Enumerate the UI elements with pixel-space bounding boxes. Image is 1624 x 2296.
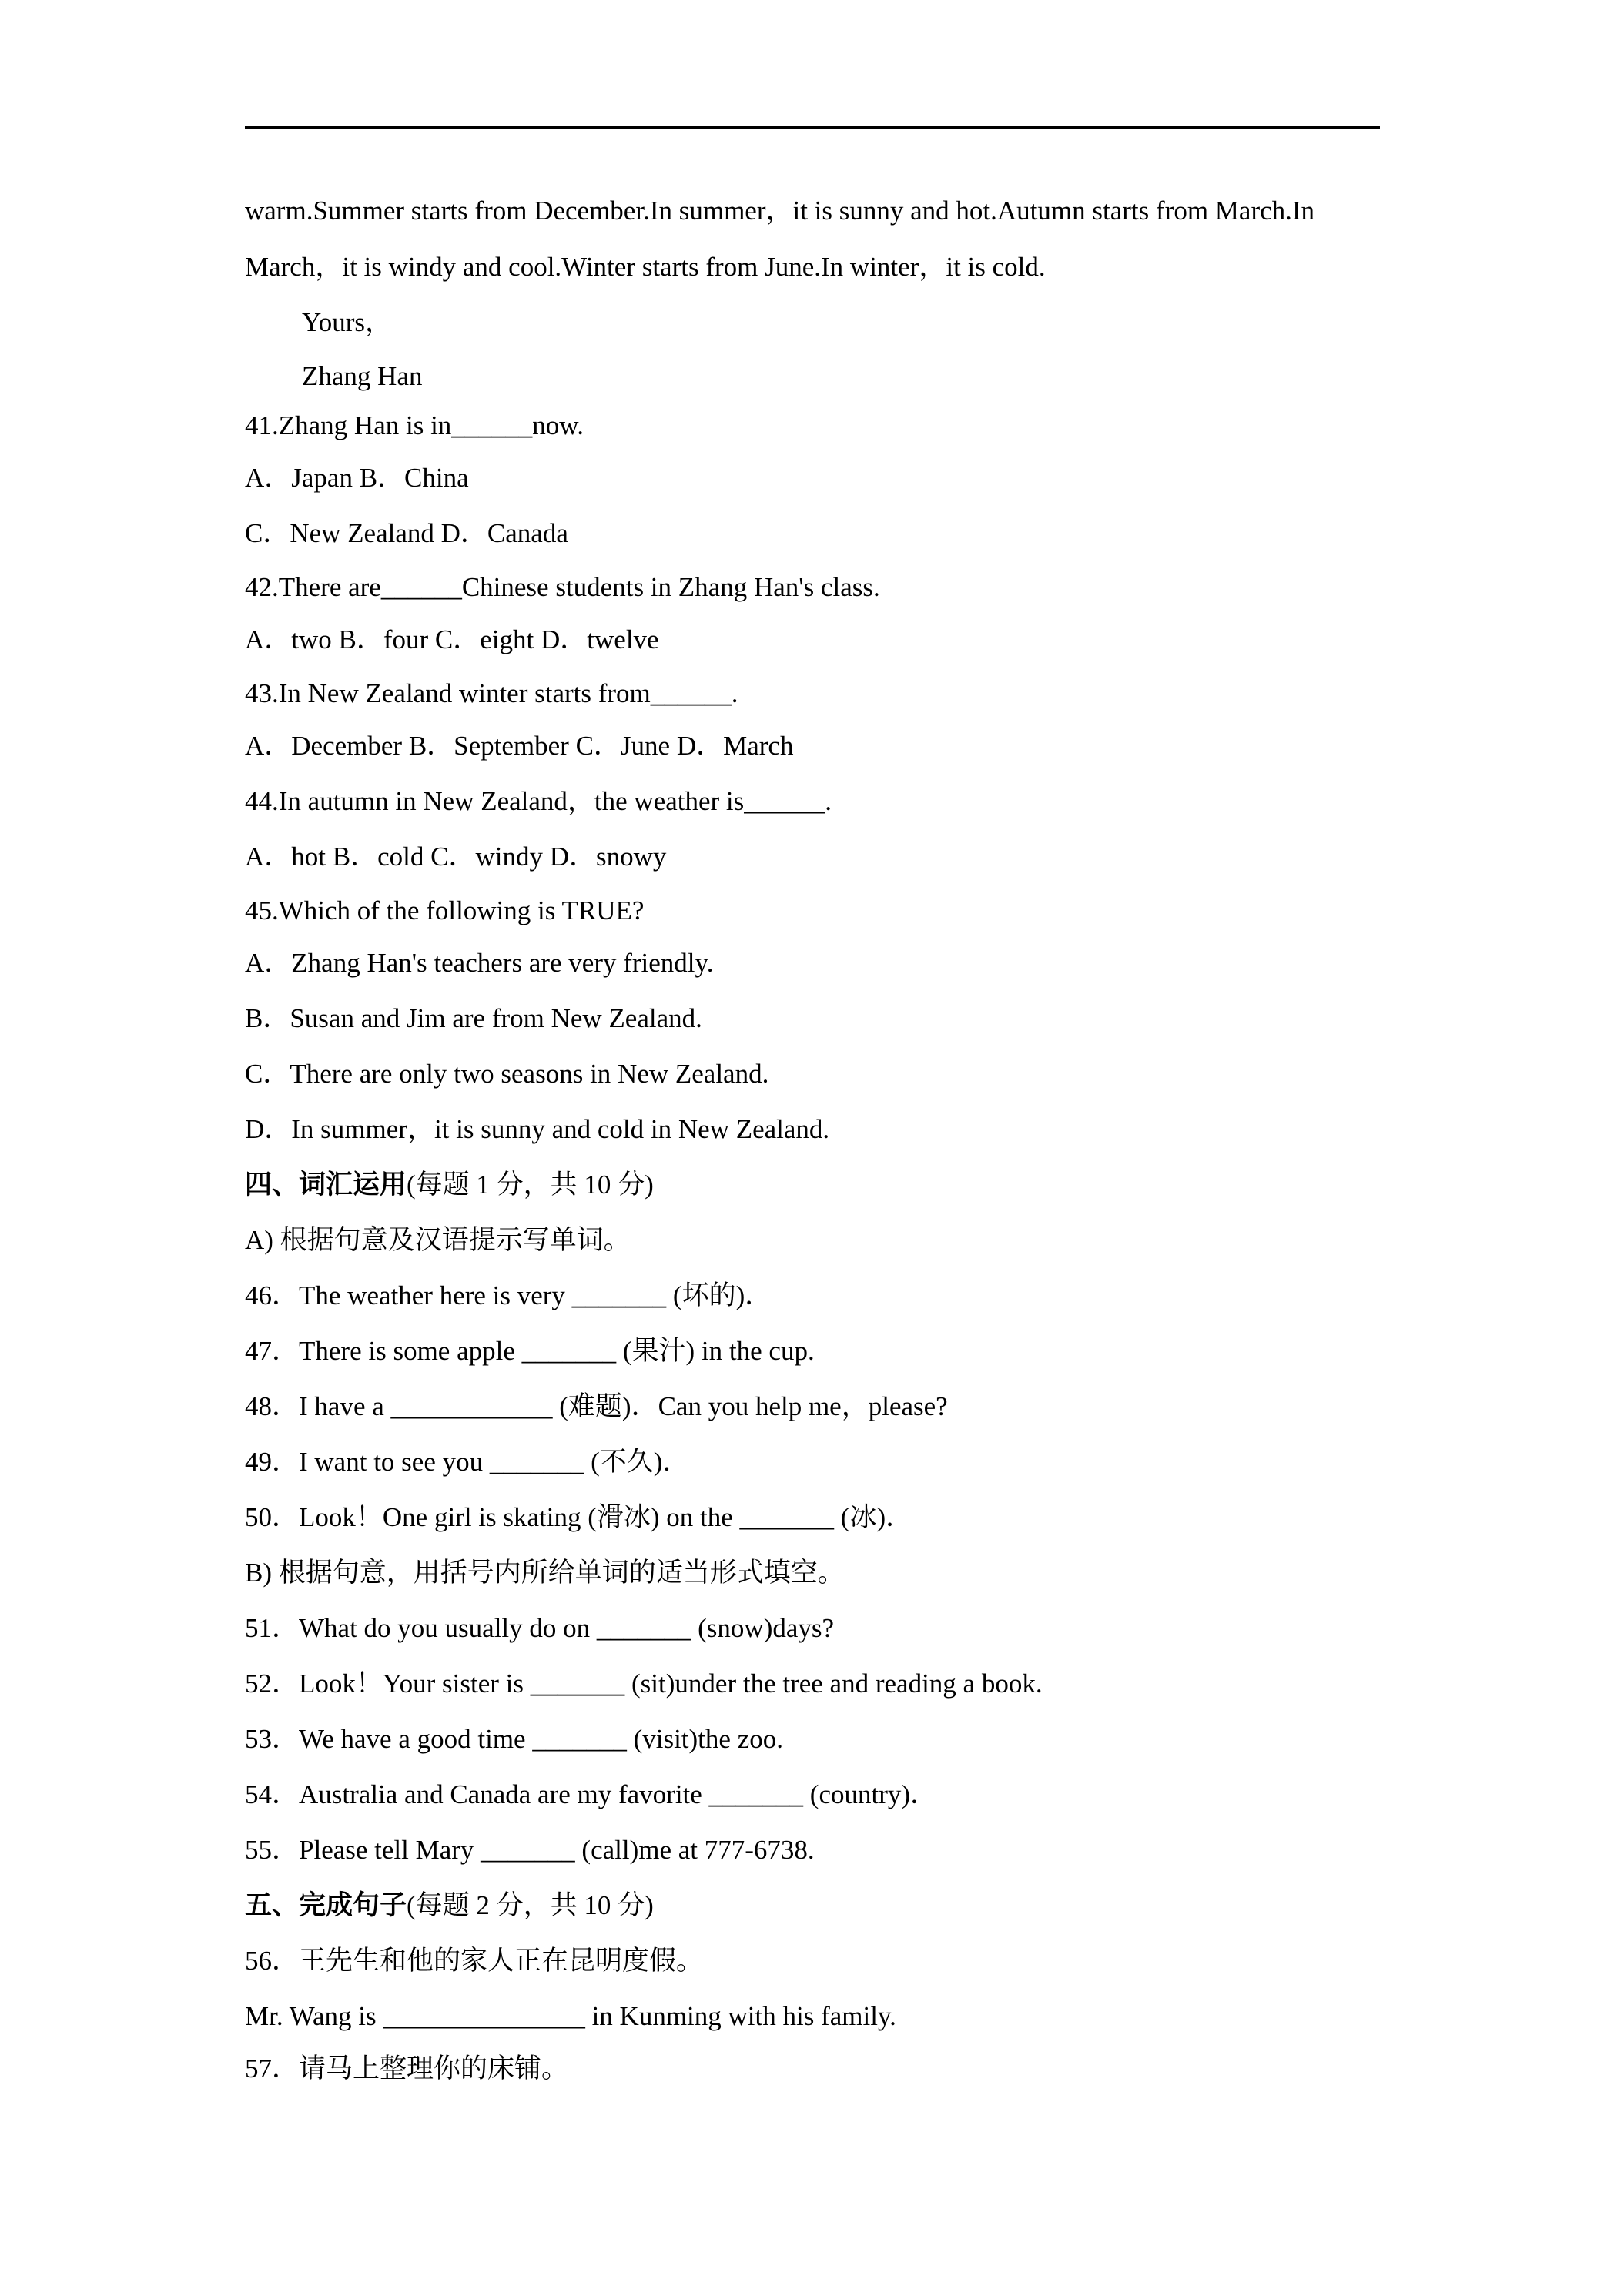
fill-blank-item: 50．Look！One girl is skating (滑冰) on the _______ (冰)． bbox=[245, 1502, 913, 1532]
fill-blank-item: 46．The weather here is very _______ (坏的)． bbox=[245, 1280, 772, 1310]
question-stem: 43.In New Zealand winter starts from______. bbox=[245, 678, 738, 708]
section-heading-score: (每题 2 分，共 10 分) bbox=[407, 1890, 654, 1920]
section-heading bbox=[245, 1887, 1385, 1924]
passage-line: March，it is windy and cool.Winter starts from June.In winter，it is cold. bbox=[245, 252, 1046, 282]
fill-blank-item: 55．Please tell Mary _______ (call)me at 777-6738. bbox=[245, 1835, 815, 1865]
header-rule bbox=[245, 126, 1380, 129]
fill-blank-item: 53．We have a good time _______ (visit)the zoo. bbox=[245, 1724, 783, 1754]
question-stem: 42.There are______Chinese students in Zhang Han's class. bbox=[245, 572, 880, 602]
section-heading-title: 五、完成句子 bbox=[245, 1890, 407, 1920]
section-instruction: B) 根据句意，用括号内所给单词的适当形式填空。 bbox=[245, 1558, 845, 1588]
section-heading-score: (每题 1 分，共 10 分) bbox=[407, 1170, 654, 1200]
translation-item: 57．请马上整理你的床铺。 bbox=[245, 2053, 569, 2083]
question-options: A．Zhang Han's teachers are very friendly. bbox=[245, 948, 714, 978]
fill-blank-item: 54．Australia and Canada are my favorite _______ (country)． bbox=[245, 1779, 938, 1809]
fill-blank-item: 51．What do you usually do on _______ (snow)days? bbox=[245, 1613, 835, 1643]
page-content bbox=[245, 192, 1385, 2087]
translation-item: 56．王先生和他的家人正在昆明度假。 bbox=[245, 1946, 704, 1976]
section-heading bbox=[245, 1166, 1385, 1203]
question-options: B．Susan and Jim are from New Zealand. bbox=[245, 1003, 702, 1033]
section-instruction: A) 根据句意及汉语提示写单词。 bbox=[245, 1225, 631, 1255]
question-stem: 44.In autumn in New Zealand，the weather is______. bbox=[245, 786, 832, 816]
fill-blank-item: 48．I have a ____________ (难题)．Can you help me，please? bbox=[245, 1391, 948, 1421]
question-options: A．Japan B．China bbox=[245, 463, 469, 493]
letter-signature: Zhang Han bbox=[302, 361, 423, 391]
fill-blank-item: 52．Look！Your sister is _______ (sit)under the tree and reading a book. bbox=[245, 1668, 1043, 1699]
section-heading-title: 四、词汇运用 bbox=[245, 1170, 407, 1200]
question-stem: 45.Which of the following is TRUE? bbox=[245, 895, 645, 925]
passage-line: warm.Summer starts from December.In summer，it is sunny and hot.Autumn starts from March.In bbox=[245, 196, 1315, 226]
question-stem: 41.Zhang Han is in______now. bbox=[245, 410, 584, 440]
question-options: A．hot B．cold C．windy D．snowy bbox=[245, 842, 667, 872]
letter-closing: Yours， bbox=[302, 307, 393, 337]
translation-item: Mr. Wang is _______________ in Kunming with his family. bbox=[245, 2001, 896, 2031]
question-options: D．In summer，it is sunny and cold in New Zealand. bbox=[245, 1114, 830, 1144]
fill-blank-item: 47．There is some apple _______ (果汁) in the cup. bbox=[245, 1336, 815, 1366]
question-options: C．New Zealand D．Canada bbox=[245, 518, 568, 548]
question-options: C．There are only two seasons in New Zealand. bbox=[245, 1059, 769, 1089]
fill-blank-item: 49．I want to see you _______ (不久)． bbox=[245, 1447, 690, 1477]
question-options: A．two B．four C．eight D．twelve bbox=[245, 624, 659, 654]
question-options: A．December B．September C．June D．March bbox=[245, 731, 794, 761]
